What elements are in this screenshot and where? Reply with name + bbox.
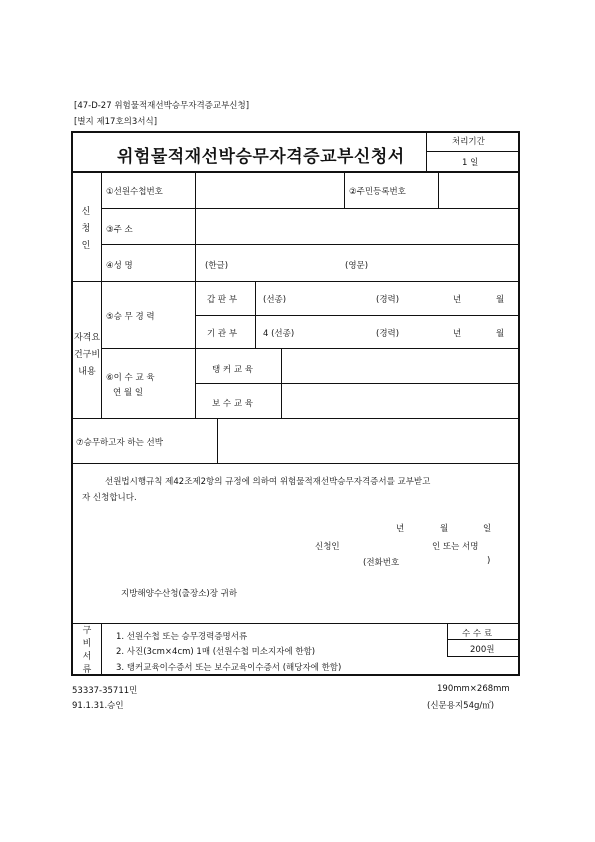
target-ship-input[interactable] bbox=[222, 422, 514, 459]
processing-period-label: 처리기간 bbox=[452, 137, 485, 147]
date-month: 월 bbox=[440, 524, 449, 534]
address-label: ③주 소 bbox=[106, 225, 133, 235]
supplementary-education-label: 보 수 교 육 bbox=[212, 399, 253, 409]
seaman-book-no-label: ①선원수첩번호 bbox=[106, 187, 163, 197]
deck-dept-label: 갑 판 부 bbox=[207, 295, 238, 305]
addressee: 지방해양수산청(출장소)장 귀하 bbox=[121, 589, 238, 599]
applicant-section-label: 신청인 bbox=[81, 207, 91, 251]
seal-or-signature: 인 또는 서명 bbox=[432, 542, 479, 552]
supplementary-education-input[interactable] bbox=[286, 387, 514, 415]
applicant-sign-label: 신청인 bbox=[315, 542, 340, 552]
resident-no-label: ②주민등록번호 bbox=[349, 187, 406, 197]
document-item-3: 3. 탱커교육이수증서 또는 보수교육이수증서 (해당자에 한함) bbox=[116, 663, 342, 673]
education-label: ⑥이 수 교 육 bbox=[106, 373, 155, 383]
footer-paper-type: (신문용지54g/㎡) bbox=[427, 701, 495, 711]
date-year: 년 bbox=[396, 524, 405, 534]
name-label: ④성 명 bbox=[106, 261, 133, 271]
form-code: [47-D-27 위험물적재선박승무자격증교부신청] bbox=[74, 101, 250, 111]
tanker-education-label: 탱 커 교 육 bbox=[212, 365, 253, 375]
document-item-2: 2. 사진(3cm×4cm) 1매 (선원수첩 미소지자에 한함) bbox=[116, 647, 316, 657]
deck-year: 년 bbox=[453, 295, 462, 305]
date-day: 일 bbox=[483, 524, 492, 534]
sea-career-label: ⑤승 무 경 력 bbox=[106, 312, 155, 322]
phone-close: ) bbox=[487, 556, 491, 566]
name-english: (영문) bbox=[345, 261, 369, 271]
document-item-1: 1. 선원수첩 또는 승무경력증명서류 bbox=[116, 632, 248, 642]
education-date-label: 연 월 일 bbox=[113, 388, 144, 398]
seaman-book-no-input[interactable] bbox=[200, 176, 340, 204]
engine-ship-type: 4 (선종) bbox=[263, 329, 295, 339]
address-input[interactable] bbox=[200, 212, 514, 240]
footer-paper-size: 190mm×268mm bbox=[437, 684, 510, 694]
name-korean: (한글) bbox=[205, 261, 229, 271]
phone-open: (전화번호 bbox=[363, 558, 400, 568]
engine-month: 월 bbox=[496, 329, 505, 339]
deck-month: 월 bbox=[496, 295, 505, 305]
deck-ship-type: (선종) bbox=[263, 295, 287, 305]
documents-label: 구비서류 bbox=[82, 626, 92, 675]
processing-period-value: 1 일 bbox=[462, 158, 479, 168]
engine-year: 년 bbox=[453, 329, 462, 339]
footer-doc-number: 53337-35711민 bbox=[72, 686, 138, 696]
fee-label: 수 수 료 bbox=[462, 629, 493, 639]
annex-label: [별지 제17호의3서식] bbox=[74, 117, 158, 127]
engine-career: (경력) bbox=[376, 329, 400, 339]
qualification-section-label: 자격요건구비내용 bbox=[73, 333, 101, 377]
tanker-education-input[interactable] bbox=[286, 352, 514, 379]
declaration-line1: 선원법시행규칙 제42조제2항의 규정에 의하여 위험물적재선박승무자격증서를 교부받고 bbox=[105, 477, 431, 487]
engine-dept-label: 기 관 부 bbox=[207, 329, 238, 339]
form-title: 위험물적재선박승무자격증교부신청서 bbox=[117, 147, 405, 167]
resident-no-input[interactable] bbox=[442, 176, 514, 204]
footer-approval: 91.1.31.승인 bbox=[72, 701, 124, 711]
declaration-line2: 자 신청합니다. bbox=[82, 493, 137, 503]
deck-career: (경력) bbox=[376, 295, 400, 305]
target-ship-label: ⑦승무하고자 하는 선박 bbox=[76, 438, 163, 448]
fee-value: 200원 bbox=[470, 645, 495, 655]
